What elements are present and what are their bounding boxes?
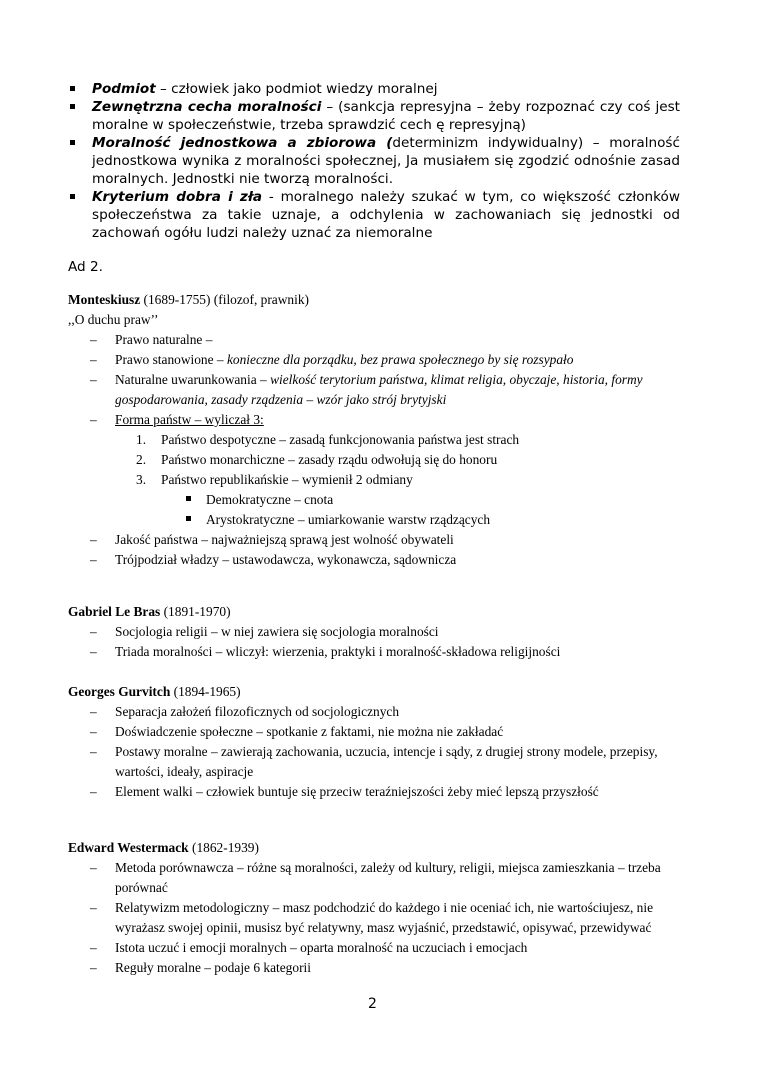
bullet-zewnetrzna-cecha: Zewnętrzna cecha moralności – (sankcja represyjna – żeby rozpoznać czy coś jest moralne w społeczeństwie, trzeba sprawdzić cech ę represyjną) xyxy=(68,98,680,134)
numbered-item: 3. Państwo republikańskie – wymienił 2 odmiany xyxy=(136,472,413,487)
list-item: – Jakość państwa – najważniejszą sprawą jest wolność obywateli xyxy=(68,530,688,550)
bullet-moralnosc-jednostkowa: Moralność jednostkowa a zbiorowa (determinizm indywidualny) – moralność jednostkowa wynika z moralności społecznej, Ja musiałem się zgodzić odnośnie zasad moralnych. Jednostki nie tworzą moralności. xyxy=(68,134,680,188)
author-name: Georges Gurvitch xyxy=(68,684,171,699)
list-item: – Separacja założeń filozoficznych od socjologicznych xyxy=(68,702,688,722)
author-name: Edward Westermack xyxy=(68,840,189,855)
sub-bullet-item: Demokratyczne – cnota xyxy=(68,490,688,510)
list-item: – Socjologia religii – w niej zawiera się socjologia moralności xyxy=(68,622,688,642)
list-item: – Trójpodział władzy – ustawodawcza, wykonawcza, sądownicza xyxy=(68,550,688,570)
list-item: – Prawo naturalne – xyxy=(68,330,688,350)
author-line xyxy=(68,602,688,622)
list-item: – Naturalne uwarunkowania – wielkość terytorium państwa, klimat religia, obyczaje, historia, formy gospodarowania, zasady rządzenia – wzór jako strój brytyjski xyxy=(68,370,688,410)
list-item: – Forma państw – wyliczał 3: xyxy=(68,410,688,430)
list-item: – Reguły moralne – podaje 6 kategorii xyxy=(68,958,688,978)
list-item: – Metoda porównawcza – różne są moralności, zależy od kultury, religii, miejsca zamieszkania – trzeba porównać xyxy=(68,858,688,898)
section-westermack xyxy=(68,838,688,978)
dash-list xyxy=(68,330,688,570)
numbered-item: 2. Państwo monarchiczne – zasady rządu odwołują się do honoru xyxy=(136,452,498,467)
author-info: (1894-1965) xyxy=(170,684,241,699)
bullet-podmiot: Podmiot – człowiek jako podmiot wiedzy moralnej xyxy=(68,80,680,98)
author-info: (1862-1939) xyxy=(188,840,259,855)
author-line xyxy=(68,682,688,702)
list-item: – Postawy moralne – zawierają zachowania, uczucia, intencje i sądy, z drugiej strony modele, przepisy, wartości, ideały, aspiracje xyxy=(68,742,688,782)
author-info: (1689-1755) (filozof, prawnik) xyxy=(140,292,309,307)
bullet-kryterium: Kryterium dobra i zła - moralnego należy szukać w tym, co większość członków społeczeństwa za takie uznaje, a odchylenia w zachowaniach się jednostki od zachowań ogółu ludzi należy uznać za niemoralne xyxy=(68,188,680,242)
section-gurvitch xyxy=(68,682,688,802)
list-item: – Element walki – człowiek buntuje się przeciw teraźniejszości żeby mieć lepszą przyszłość xyxy=(68,782,688,802)
section-monteskiusz xyxy=(68,290,688,570)
list-item: – Prawo stanowione – konieczne dla porządku, bez prawa społecznego by się rozsypało xyxy=(68,350,688,370)
list-item: – Doświadczenie społeczne – spotkanie z faktami, nie można nie zakładać xyxy=(68,722,688,742)
author-line xyxy=(68,290,688,310)
page-number: 2 xyxy=(368,996,377,1012)
numbered-item: 1. Państwo despotyczne – zasadą funkcjonowania państwa jest strach xyxy=(136,432,520,447)
top-bullet-list xyxy=(68,80,680,242)
work-title: ,,O duchu praw’’ xyxy=(68,312,159,327)
author-name: Monteskiusz xyxy=(68,292,141,307)
list-item: – Istota uczuć i emocji moralnych – oparta moralność na uczuciach i emocjach xyxy=(68,938,688,958)
list-item: – Triada moralności – wliczył: wierzenia, praktyki i moralność-składowa religijności xyxy=(68,642,688,662)
list-item: – Relatywizm metodologiczny – masz podchodzić do każdego i nie oceniać ich, nie wartościujesz, nie wyrażasz swojej opinii, musisz być relatywny, masz wyjaśnić, przedstawić, opisywać, przewidywać xyxy=(68,898,688,938)
author-info: (1891-1970) xyxy=(160,604,231,619)
section-heading-ad2: Ad 2. xyxy=(68,259,103,275)
section-lebras xyxy=(68,602,688,662)
author-line xyxy=(68,838,688,858)
sub-bullet-item: Arystokratyczne – umiarkowanie warstw rządzących xyxy=(68,510,688,530)
author-name: Gabriel Le Bras xyxy=(68,604,161,619)
